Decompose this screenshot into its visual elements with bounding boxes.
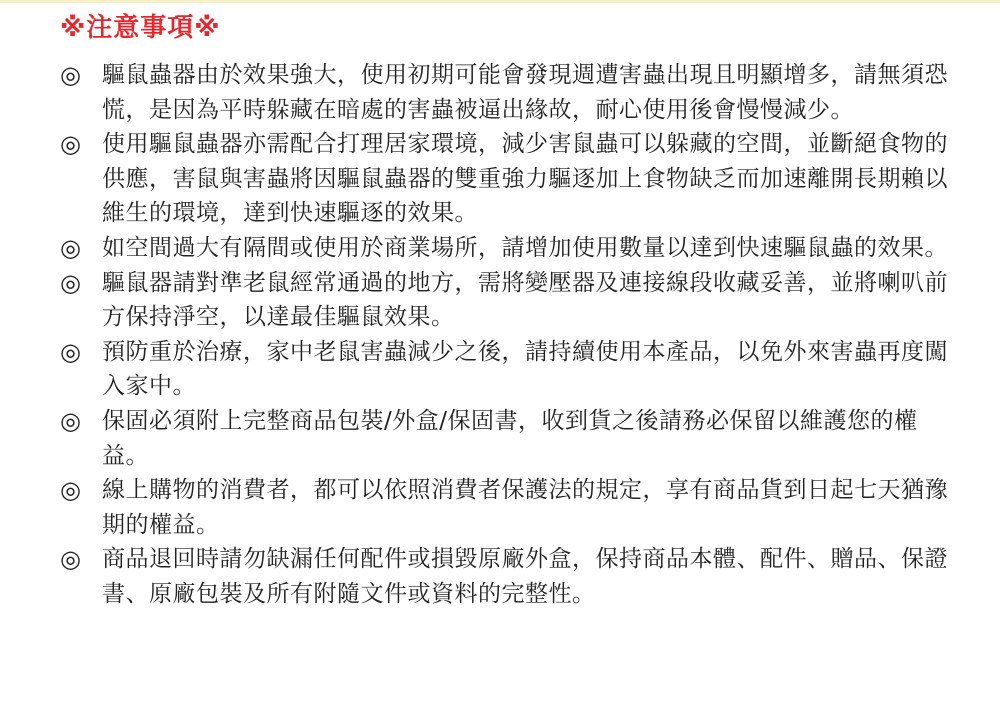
double-circle-bullet-icon: ◎ <box>60 130 81 159</box>
note-text: 如空間過大有隔間或使用於商業場所，請增加使用數量以達到快速驅鼠蟲的效果。 <box>102 234 948 261</box>
list-item <box>60 335 950 404</box>
list-item <box>60 127 950 231</box>
note-text: 驅鼠器請對準老鼠經常通過的地方，需將變壓器及連接線段收藏妥善，並將喇叭前方保持淨空，以達最佳驅鼠效果。 <box>102 269 948 331</box>
list-item <box>60 58 950 127</box>
note-text: 預防重於治療，家中老鼠害蟲減少之後，請持續使用本產品，以免外來害蟲再度闖入家中。 <box>102 338 948 400</box>
list-item <box>60 473 950 542</box>
double-circle-bullet-icon: ◎ <box>60 337 81 366</box>
double-circle-bullet-icon: ◎ <box>60 406 81 435</box>
note-text: 使用驅鼠蟲器亦需配合打理居家環境，減少害鼠蟲可以躲藏的空間，並斷絕食物的供應，害鼠與害蟲將因驅鼠蟲器的雙重強力驅逐加上食物缺乏而加速離開長期賴以維生的環境，達到快速驅逐的效果。 <box>102 131 948 227</box>
note-text: 商品退回時請勿缺漏任何配件或損毀原廠外盒，保持商品本體、配件、贈品、保證書、原廠包裝及所有附隨文件或資料的完整性。 <box>102 546 948 607</box>
list-item <box>60 231 950 266</box>
double-circle-bullet-icon: ◎ <box>60 268 81 297</box>
double-circle-bullet-icon: ◎ <box>60 476 81 505</box>
note-text: 驅鼠蟲器由於效果強大，使用初期可能會發現週遭害蟲出現且明顯增多，請無須恐慌，是因為平時躲藏在暗處的害蟲被逼出緣故，耐心使用後會慢慢減少。 <box>102 62 948 123</box>
note-text: 線上購物的消費者，都可以依照消費者保護法的規定，享有商品貨到日起七天猶豫期的權益。 <box>102 477 948 538</box>
list-item <box>60 404 950 473</box>
page-title: ※注意事項※ <box>60 13 221 43</box>
double-circle-bullet-icon: ◎ <box>60 233 81 262</box>
double-circle-bullet-icon: ◎ <box>60 545 81 574</box>
note-text: 保固必須附上完整商品包裝/外盒/保固書，收到貨之後請務必保留以維護您的權益。 <box>102 407 918 469</box>
double-circle-bullet-icon: ◎ <box>60 61 81 89</box>
top-divider <box>0 0 1000 3</box>
notes-list <box>60 58 950 612</box>
list-item <box>60 266 950 335</box>
list-item <box>60 542 950 611</box>
